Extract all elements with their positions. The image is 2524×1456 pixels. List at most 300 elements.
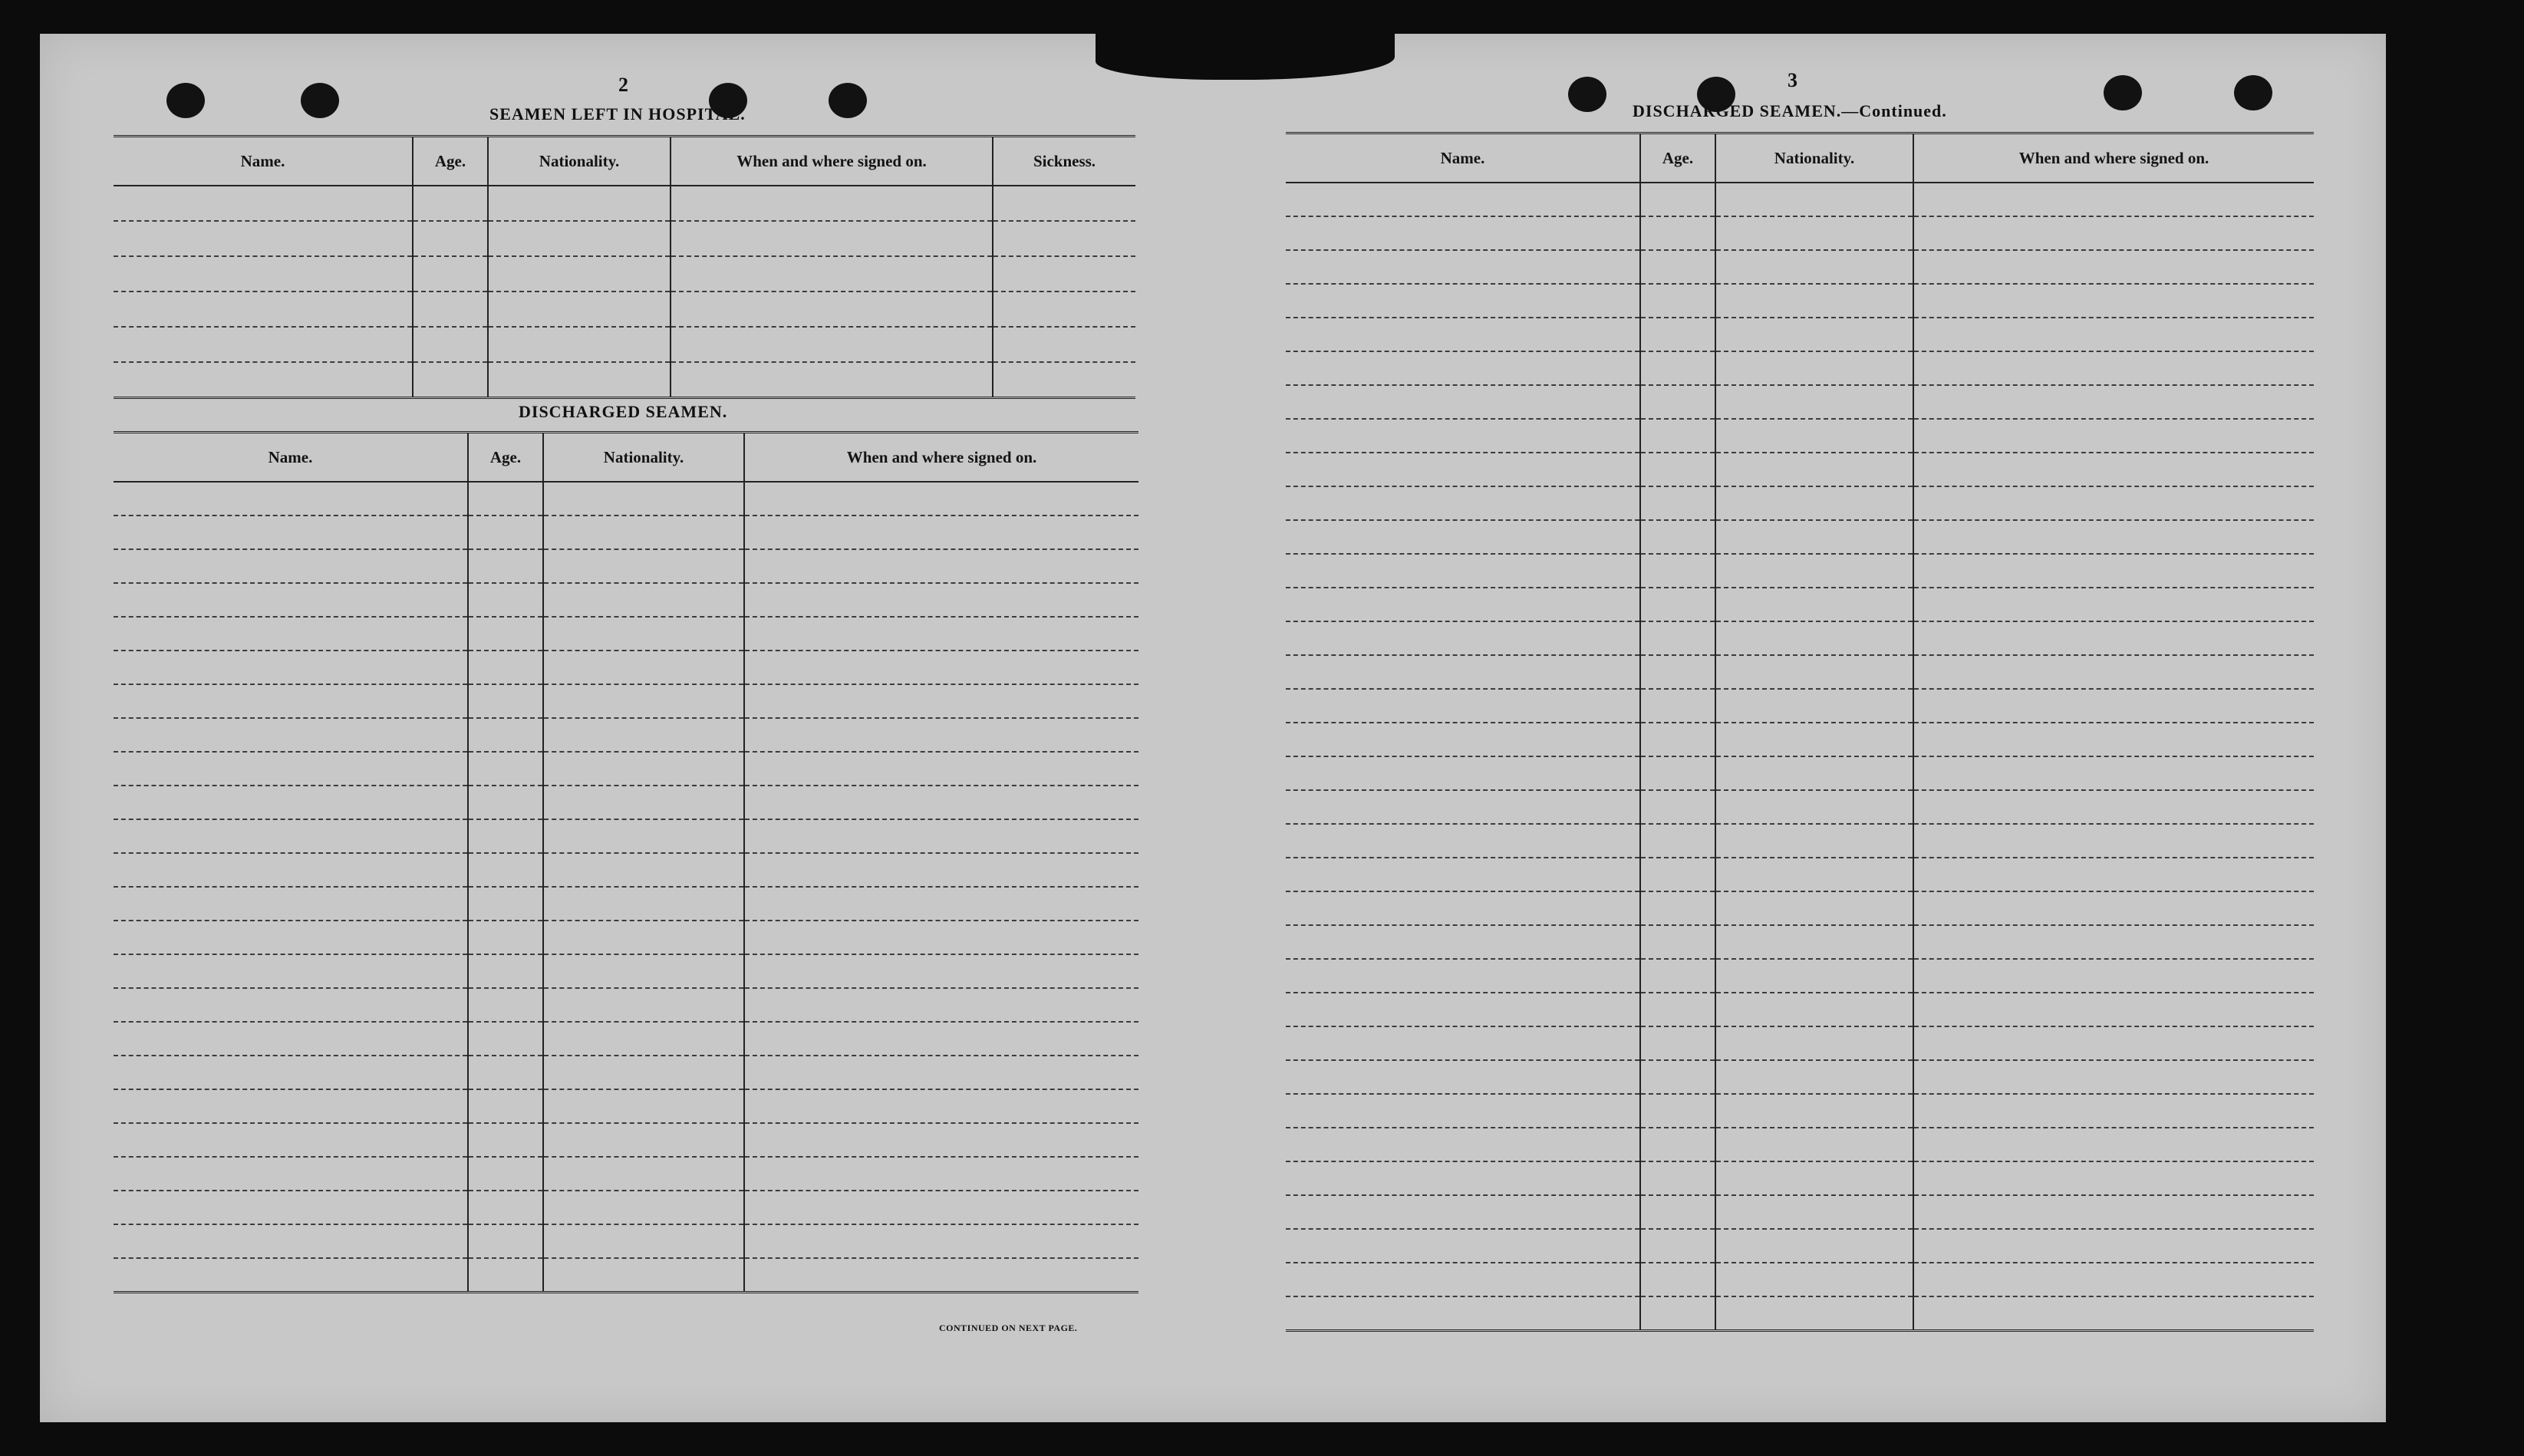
- blank-cell: [671, 362, 993, 398]
- blank-cell: [1913, 756, 2314, 790]
- table-row: [1286, 1094, 2314, 1128]
- blank-cell: [1286, 216, 1640, 250]
- blank-cell: [1913, 183, 2314, 216]
- table-row: [1286, 824, 2314, 858]
- blank-cell: [744, 954, 1138, 988]
- blank-cell: [114, 954, 468, 988]
- blank-cell: [468, 921, 543, 954]
- blank-cell: [1913, 993, 2314, 1026]
- blank-cell: [114, 786, 468, 819]
- blank-cell: [1913, 1161, 2314, 1195]
- blank-cell: [468, 1157, 543, 1191]
- blank-cell: [1640, 858, 1715, 891]
- blank-cell: [1640, 689, 1715, 723]
- table-row: [114, 1224, 1138, 1258]
- blank-cell: [1640, 1263, 1715, 1296]
- blank-cell: [1913, 891, 2314, 925]
- blank-cell: [114, 1056, 468, 1089]
- table-row: [1286, 1060, 2314, 1094]
- blank-cell: [543, 819, 744, 853]
- blank-cell: [1286, 891, 1640, 925]
- blank-cell: [1640, 959, 1715, 993]
- blank-cell: [1913, 824, 2314, 858]
- blank-cell: [488, 256, 671, 292]
- table-row: [114, 684, 1138, 718]
- blank-cell: [1715, 621, 1913, 655]
- page-number-left: 2: [618, 74, 629, 96]
- continued-note: CONTINUED ON NEXT PAGE.: [939, 1323, 1078, 1333]
- blank-cell: [413, 327, 488, 362]
- blank-cell: [1913, 959, 2314, 993]
- blank-cell: [1913, 284, 2314, 318]
- hospital-section-title: SEAMEN LEFT IN HOSPITAL.: [489, 104, 746, 124]
- blank-cell: [1286, 588, 1640, 621]
- table-row: [114, 221, 1135, 256]
- blank-cell: [1286, 858, 1640, 891]
- blank-cell: [543, 1022, 744, 1056]
- blank-cell: [1286, 554, 1640, 588]
- table-row: [1286, 655, 2314, 689]
- table-row: [114, 362, 1135, 398]
- blank-cell: [1913, 453, 2314, 486]
- blank-cell: [1286, 385, 1640, 419]
- table-row: [114, 988, 1138, 1022]
- blank-cell: [993, 221, 1135, 256]
- blank-cell: [413, 292, 488, 327]
- blank-cell: [1640, 993, 1715, 1026]
- blank-cell: [1913, 1296, 2314, 1331]
- blank-cell: [1715, 1060, 1913, 1094]
- blank-cell: [1913, 1229, 2314, 1263]
- blank-cell: [993, 362, 1135, 398]
- blank-cell: [744, 583, 1138, 617]
- blank-cell: [993, 327, 1135, 362]
- column-header-sickness: Sickness.: [993, 137, 1135, 186]
- blank-cell: [1286, 723, 1640, 756]
- blank-cell: [744, 988, 1138, 1022]
- blank-cell: [1640, 1128, 1715, 1161]
- table-row: [114, 549, 1138, 583]
- blank-cell: [488, 362, 671, 398]
- blank-cell: [1715, 385, 1913, 419]
- table-row: [114, 954, 1138, 988]
- blank-cell: [1286, 520, 1640, 554]
- blank-cell: [1640, 318, 1715, 351]
- blank-cell: [468, 819, 543, 853]
- blank-cell: [744, 1191, 1138, 1224]
- blank-cell: [468, 988, 543, 1022]
- blank-cell: [1715, 689, 1913, 723]
- table-row: [114, 752, 1138, 786]
- blank-cell: [1715, 756, 1913, 790]
- blank-cell: [114, 1258, 468, 1293]
- blank-cell: [744, 1056, 1138, 1089]
- blank-cell: [114, 362, 413, 398]
- blank-cell: [1286, 824, 1640, 858]
- column-header-name: Name.: [1286, 133, 1640, 183]
- blank-cell: [468, 684, 543, 718]
- blank-cell: [114, 1224, 468, 1258]
- column-header-nationality: Nationality.: [543, 433, 744, 483]
- blank-cell: [114, 292, 413, 327]
- blank-cell: [1715, 554, 1913, 588]
- table-row: [1286, 858, 2314, 891]
- table-row: [1286, 385, 2314, 419]
- blank-cell: [1913, 216, 2314, 250]
- blank-cell: [543, 887, 744, 921]
- blank-cell: [1715, 858, 1913, 891]
- blank-cell: [1913, 1026, 2314, 1060]
- punch-hole: [2104, 75, 2142, 110]
- table-row: [1286, 689, 2314, 723]
- blank-cell: [468, 954, 543, 988]
- blank-cell: [1715, 520, 1913, 554]
- table-row: [114, 887, 1138, 921]
- blank-cell: [671, 221, 993, 256]
- blank-cell: [114, 516, 468, 549]
- blank-cell: [1640, 1026, 1715, 1060]
- blank-cell: [468, 617, 543, 651]
- blank-cell: [744, 1224, 1138, 1258]
- blank-cell: [1913, 790, 2314, 824]
- blank-cell: [543, 718, 744, 752]
- blank-cell: [1286, 1128, 1640, 1161]
- blank-cell: [1640, 554, 1715, 588]
- blank-cell: [1640, 1161, 1715, 1195]
- table-row: [114, 1157, 1138, 1191]
- table-row: [1286, 1263, 2314, 1296]
- blank-cell: [1715, 1263, 1913, 1296]
- table-row: [114, 853, 1138, 887]
- blank-cell: [1913, 1195, 2314, 1229]
- table-row: [1286, 318, 2314, 351]
- blank-cell: [1715, 1296, 1913, 1331]
- table-row: [1286, 1296, 2314, 1331]
- blank-cell: [1715, 723, 1913, 756]
- blank-cell: [114, 583, 468, 617]
- blank-cell: [744, 482, 1138, 516]
- table-row: [114, 786, 1138, 819]
- scanned-form: [40, 34, 2386, 1422]
- table-row: [1286, 790, 2314, 824]
- blank-cell: [1913, 1094, 2314, 1128]
- column-header-age: Age.: [413, 137, 488, 186]
- discharged-table-left: [114, 431, 1138, 1293]
- blank-cell: [1715, 925, 1913, 959]
- blank-cell: [543, 853, 744, 887]
- blank-cell: [1286, 790, 1640, 824]
- blank-cell: [1715, 790, 1913, 824]
- blank-cell: [543, 1191, 744, 1224]
- blank-cell: [114, 752, 468, 786]
- table-row: [1286, 250, 2314, 284]
- blank-cell: [1286, 1195, 1640, 1229]
- blank-cell: [1640, 250, 1715, 284]
- table-row: [1286, 723, 2314, 756]
- blank-cell: [744, 887, 1138, 921]
- blank-cell: [1715, 1094, 1913, 1128]
- blank-cell: [1640, 284, 1715, 318]
- blank-cell: [744, 1089, 1138, 1123]
- blank-cell: [1640, 655, 1715, 689]
- blank-cell: [543, 482, 744, 516]
- table-row: [1286, 756, 2314, 790]
- blank-cell: [114, 256, 413, 292]
- blank-cell: [468, 549, 543, 583]
- table-row: [114, 718, 1138, 752]
- blank-cell: [1640, 925, 1715, 959]
- blank-cell: [1913, 318, 2314, 351]
- blank-cell: [671, 186, 993, 221]
- blank-cell: [1640, 1094, 1715, 1128]
- blank-cell: [1286, 1026, 1640, 1060]
- blank-cell: [543, 988, 744, 1022]
- blank-cell: [993, 256, 1135, 292]
- table-row: [1286, 1229, 2314, 1263]
- blank-cell: [488, 186, 671, 221]
- table-row: [1286, 419, 2314, 453]
- blank-cell: [543, 1258, 744, 1293]
- blank-cell: [1913, 621, 2314, 655]
- table-row: [1286, 1161, 2314, 1195]
- blank-cell: [1286, 284, 1640, 318]
- blank-cell: [1715, 1161, 1913, 1195]
- blank-cell: [1286, 959, 1640, 993]
- blank-cell: [744, 786, 1138, 819]
- table-row: [114, 1022, 1138, 1056]
- table-row: [1286, 554, 2314, 588]
- blank-cell: [1913, 385, 2314, 419]
- table-row: [1286, 621, 2314, 655]
- table-row: [1286, 891, 2314, 925]
- blank-cell: [543, 583, 744, 617]
- blank-cell: [114, 684, 468, 718]
- table-row: [114, 256, 1135, 292]
- blank-cell: [1286, 453, 1640, 486]
- blank-cell: [114, 853, 468, 887]
- blank-cell: [1913, 689, 2314, 723]
- hospital-table: [114, 135, 1135, 399]
- table-row: [114, 482, 1138, 516]
- blank-cell: [1715, 588, 1913, 621]
- blank-cell: [488, 327, 671, 362]
- blank-cell: [1640, 453, 1715, 486]
- table-row: [114, 651, 1138, 684]
- table-row: [1286, 216, 2314, 250]
- blank-cell: [543, 786, 744, 819]
- discharged-continued-title: DISCHARGED SEAMEN.—Continued.: [1633, 101, 1947, 120]
- table-row: [1286, 588, 2314, 621]
- blank-cell: [1640, 723, 1715, 756]
- blank-cell: [413, 186, 488, 221]
- blank-cell: [468, 1089, 543, 1123]
- punch-hole: [2234, 75, 2272, 110]
- blank-cell: [1286, 1229, 1640, 1263]
- blank-cell: [1286, 756, 1640, 790]
- blank-cell: [1640, 588, 1715, 621]
- blank-cell: [1913, 486, 2314, 520]
- blank-cell: [468, 1191, 543, 1224]
- blank-cell: [1715, 318, 1913, 351]
- blank-cell: [1715, 419, 1913, 453]
- blank-cell: [114, 921, 468, 954]
- table-row: [1286, 351, 2314, 385]
- blank-cell: [1640, 1229, 1715, 1263]
- discharged-table-right: [1286, 132, 2314, 1332]
- blank-cell: [543, 752, 744, 786]
- blank-cell: [1640, 824, 1715, 858]
- table-row: [114, 186, 1135, 221]
- column-header-signed-on: When and where signed on.: [744, 433, 1138, 483]
- blank-cell: [468, 1224, 543, 1258]
- blank-cell: [1286, 1296, 1640, 1331]
- blank-cell: [468, 1123, 543, 1157]
- blank-cell: [1640, 1195, 1715, 1229]
- blank-cell: [468, 718, 543, 752]
- blank-cell: [744, 718, 1138, 752]
- blank-cell: [1286, 1060, 1640, 1094]
- blank-cell: [1913, 925, 2314, 959]
- blank-cell: [468, 1258, 543, 1293]
- blank-cell: [1286, 351, 1640, 385]
- blank-cell: [468, 516, 543, 549]
- blank-cell: [488, 292, 671, 327]
- table-row: [1286, 486, 2314, 520]
- blank-cell: [1715, 824, 1913, 858]
- table-row: [114, 1056, 1138, 1089]
- blank-cell: [1640, 351, 1715, 385]
- blank-cell: [1913, 554, 2314, 588]
- blank-cell: [671, 256, 993, 292]
- blank-cell: [1913, 351, 2314, 385]
- blank-cell: [114, 819, 468, 853]
- blank-cell: [468, 853, 543, 887]
- blank-cell: [1640, 1296, 1715, 1331]
- blank-cell: [543, 651, 744, 684]
- blank-cell: [114, 1089, 468, 1123]
- blank-cell: [1715, 993, 1913, 1026]
- table-row: [114, 1191, 1138, 1224]
- blank-cell: [744, 1157, 1138, 1191]
- punch-hole: [166, 83, 205, 118]
- torn-edge: [1096, 34, 1395, 80]
- table-row: [1286, 1026, 2314, 1060]
- blank-cell: [488, 221, 671, 256]
- blank-cell: [1715, 655, 1913, 689]
- blank-cell: [543, 1056, 744, 1089]
- table-row: [1286, 284, 2314, 318]
- page-number-right: 3: [1788, 69, 1798, 91]
- blank-cell: [1715, 1128, 1913, 1161]
- discharged-section-title: DISCHARGED SEAMEN.: [519, 402, 728, 421]
- table-row: [1286, 520, 2314, 554]
- blank-cell: [744, 549, 1138, 583]
- blank-cell: [114, 617, 468, 651]
- blank-cell: [1640, 385, 1715, 419]
- blank-cell: [1286, 183, 1640, 216]
- blank-cell: [744, 684, 1138, 718]
- blank-cell: [114, 718, 468, 752]
- column-header-signed-on: When and where signed on.: [671, 137, 993, 186]
- table-row: [114, 819, 1138, 853]
- blank-cell: [1715, 183, 1913, 216]
- blank-cell: [1715, 486, 1913, 520]
- blank-cell: [468, 887, 543, 921]
- blank-cell: [1640, 520, 1715, 554]
- blank-cell: [1286, 1094, 1640, 1128]
- column-header-age: Age.: [1640, 133, 1715, 183]
- blank-cell: [114, 1123, 468, 1157]
- blank-cell: [1286, 1263, 1640, 1296]
- blank-cell: [114, 1191, 468, 1224]
- blank-cell: [114, 186, 413, 221]
- blank-cell: [1913, 1263, 2314, 1296]
- blank-cell: [468, 651, 543, 684]
- punch-hole: [1568, 77, 1606, 112]
- blank-cell: [1640, 1060, 1715, 1094]
- blank-cell: [1286, 925, 1640, 959]
- blank-cell: [468, 1022, 543, 1056]
- blank-cell: [1286, 250, 1640, 284]
- blank-cell: [1715, 1229, 1913, 1263]
- blank-cell: [1715, 453, 1913, 486]
- column-header-signed-on: When and where signed on.: [1913, 133, 2314, 183]
- column-header-name: Name.: [114, 433, 468, 483]
- blank-cell: [543, 549, 744, 583]
- table-row: [1286, 993, 2314, 1026]
- blank-cell: [1640, 486, 1715, 520]
- blank-cell: [114, 651, 468, 684]
- blank-cell: [1913, 588, 2314, 621]
- table-row: [114, 921, 1138, 954]
- blank-cell: [1715, 216, 1913, 250]
- blank-cell: [744, 1258, 1138, 1293]
- blank-cell: [1640, 891, 1715, 925]
- blank-cell: [671, 327, 993, 362]
- blank-cell: [543, 684, 744, 718]
- blank-cell: [114, 327, 413, 362]
- punch-hole: [301, 83, 339, 118]
- table-row: [1286, 925, 2314, 959]
- blank-cell: [1640, 756, 1715, 790]
- blank-cell: [1715, 959, 1913, 993]
- blank-cell: [744, 853, 1138, 887]
- blank-cell: [1913, 520, 2314, 554]
- blank-cell: [543, 1224, 744, 1258]
- table-row: [114, 327, 1135, 362]
- blank-cell: [1286, 621, 1640, 655]
- blank-cell: [993, 292, 1135, 327]
- blank-cell: [468, 482, 543, 516]
- blank-cell: [1913, 419, 2314, 453]
- blank-cell: [468, 786, 543, 819]
- blank-cell: [1640, 183, 1715, 216]
- blank-cell: [1715, 1026, 1913, 1060]
- blank-cell: [1715, 351, 1913, 385]
- blank-cell: [114, 887, 468, 921]
- blank-cell: [1286, 1161, 1640, 1195]
- blank-cell: [1913, 723, 2314, 756]
- table-row: [1286, 1195, 2314, 1229]
- blank-cell: [413, 362, 488, 398]
- blank-cell: [1286, 419, 1640, 453]
- blank-cell: [1286, 993, 1640, 1026]
- blank-cell: [1715, 891, 1913, 925]
- blank-cell: [1913, 858, 2314, 891]
- blank-cell: [413, 256, 488, 292]
- blank-cell: [1640, 790, 1715, 824]
- table-row: [114, 1258, 1138, 1293]
